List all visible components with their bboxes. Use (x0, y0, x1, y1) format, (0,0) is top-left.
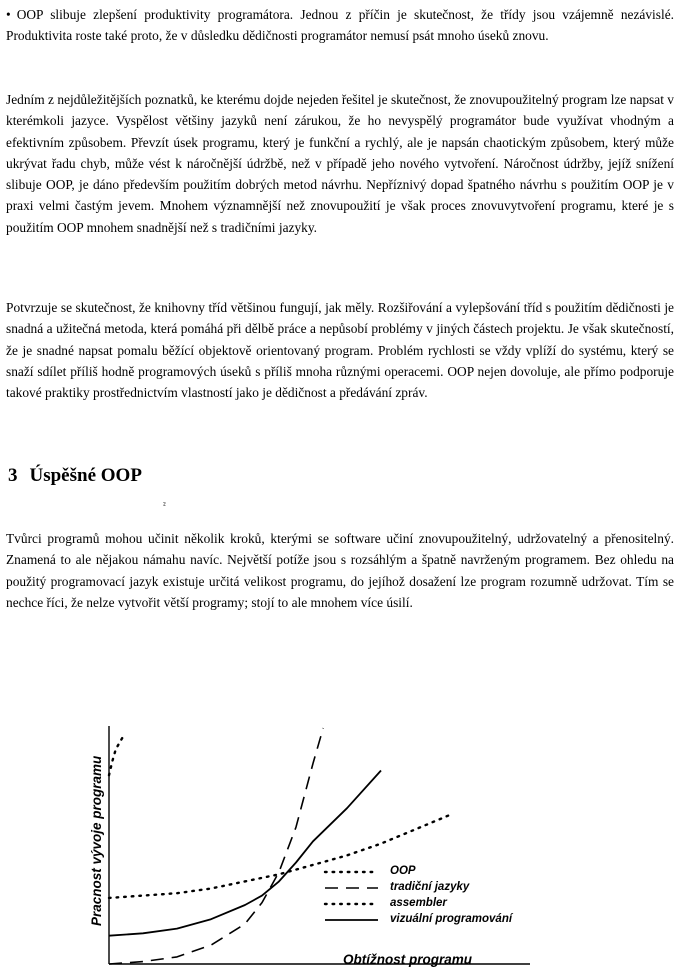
x-axis-label: Obtížnost programu (343, 952, 472, 967)
series-line-assembler (109, 737, 123, 775)
paragraph-reusability: Jedním z nejdůležitějších poznatků, ke kterému dojde nejeden řešitel je skutečnost, že znovupoužitelný program lze napsat v kterémkoli jazyce. Vyspělost většiny jazyků není zárukou, že ho nevyspělý programátor bude využívat vhodným a efektivním způsobem. Převzít úsek programu, který je funkční a rychlý, ale je napsán chaotickým způsobem, který může ukrývat řadu chyb, může vést k náročnější údržbě, než v případě jeho nového vytvoření. Náročnost údržby, jejíž snížení slibuje OOP, je dáno především použitím dobrých metod návrhu. Nepříznivý dopad špatného návrhu s použitím OOP je v praxi velmi častým jevem. Mnohem významnější než znovupoužití je však proces znovuvytvoření programu, které je s použitím OOP mnohem snadnější než s tradičními jazyky. (6, 92, 674, 235)
paragraph-class-libraries: Potvrzuje se skutečnost, že knihovny tříd většinou fungují, jak měly. Rozšiřování a vylepšování tříd s použitím dědičnosti je snadná a užitečná metoda, která pomáhá při dělbě práce a nepůsobí problémy v jiných částech projektu. Je však skutečností, že je snadné napsat pomalu běžící objektově orientovaný program. Problém rychlosti se vždy vplíží do systému, který se snaží sdílet příliš hodně programových úseků s příliš mnoha různými operacemi. OOP nejen dovoluje, ale přímo podporuje takové praktiky prostřednictvím vlastností jako je dědičnost a předávání zpráv. (6, 300, 674, 401)
effort-chart (80, 700, 640, 972)
legend-label-oop: OOP (390, 865, 416, 877)
paragraph-text: OOP slibuje zlepšení produktivity programátora. Jednou z příčin je skutečnost, že třídy jsou vzájemně nezávislé. Produktivita roste také proto, že v důsledku dědičnosti programátor nemusí psát mnoho úseků znovu. (6, 7, 674, 44)
bullet-mark: • (6, 7, 11, 22)
series-layer (109, 728, 449, 964)
legend-label-traditional: tradiční jazyky (390, 881, 470, 893)
series-line-vizualni-programovani (109, 771, 381, 936)
section-title: Úspěšné OOP (29, 465, 142, 486)
section-number: 3 (8, 465, 18, 486)
section-heading (8, 465, 142, 487)
stray-mark: ² (163, 500, 166, 510)
paragraph-oop-productivity (6, 4, 674, 47)
chart-canvas (80, 700, 640, 972)
legend-label-visual: vizuální programování (390, 913, 513, 925)
legend-samples (325, 872, 378, 920)
paragraph-program-creators: Tvůrci programů mohou učinit několik kroků, kterými se software učiní znovupoužitelný, udržovatelný a přenositelný. Znamená to ale nějakou námahu navíc. Největší potíže jsou s rozsáhlým a špatně navrženým programem. Bez ohledu na použitý programovací jazyk existuje určitá velikost programu, do jejíhož dosažení lze program rozumně udržovat. Tím se nechce říci, že nelze vytvořit větší programy; stojí to ale mnohem více úsilí. (6, 531, 674, 610)
legend-label-assembler: assembler (390, 897, 447, 909)
series-line-tradicni-jazyky (109, 728, 323, 964)
y-axis-label: Pracnost vývoje programu (89, 755, 104, 926)
